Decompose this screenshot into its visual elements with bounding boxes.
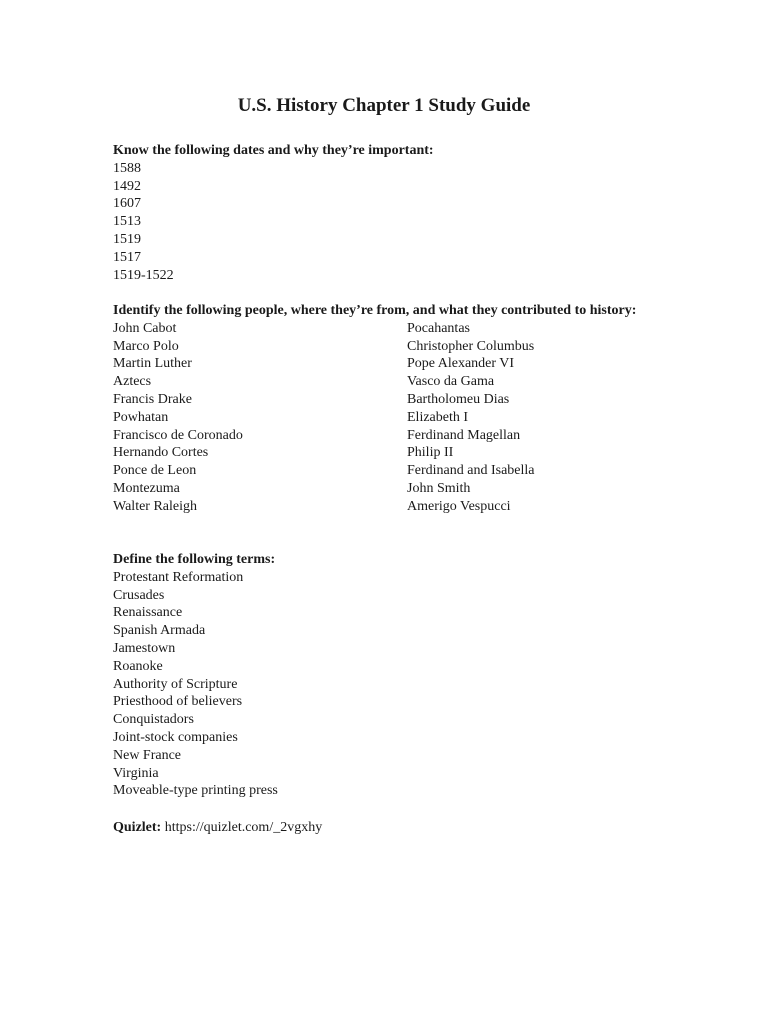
term-item: Protestant Reformation <box>113 569 244 585</box>
term-item: Authority of Scripture <box>113 676 238 692</box>
term-item: Jamestown <box>113 640 176 656</box>
terms-heading: Define the following terms: <box>113 552 276 567</box>
person-item: Pope Alexander VI <box>407 356 515 372</box>
person-item: Francisco de Coronado <box>113 427 243 443</box>
term-item: Spanish Armada <box>113 623 206 639</box>
person-item: Elizabeth I <box>407 409 469 425</box>
quizlet-label: Quizlet: <box>113 820 162 835</box>
person-item: Francis Drake <box>113 391 192 407</box>
term-item: New France <box>113 747 182 763</box>
person-item: Ferdinand and Isabella <box>407 463 535 479</box>
person-item: Pocahantas <box>407 320 470 336</box>
person-item: Hernando Cortes <box>113 445 209 461</box>
people-right-column <box>407 320 657 516</box>
date-item: 1519-1522 <box>113 267 174 283</box>
person-item: Walter Raleigh <box>113 498 198 514</box>
date-item: 1517 <box>113 249 141 265</box>
page-title: U.S. History Chapter 1 Study Guide <box>237 95 531 116</box>
person-item: Bartholomeu Dias <box>407 391 510 407</box>
date-item: 1519 <box>113 231 141 247</box>
person-item: Ferdinand Magellan <box>407 427 521 443</box>
terms-list <box>113 569 673 800</box>
term-item: Crusades <box>113 587 165 603</box>
date-item: 1607 <box>113 196 141 212</box>
person-item: Christopher Columbus <box>407 338 535 354</box>
person-item: John Cabot <box>113 320 177 336</box>
term-item: Renaissance <box>113 605 183 621</box>
person-item: Aztecs <box>113 374 152 390</box>
dates-heading: Know the following dates and why they’re important: <box>113 143 434 158</box>
person-item: Amerigo Vespucci <box>407 498 511 514</box>
people-left-column <box>113 320 407 516</box>
person-item: Martin Luther <box>113 356 192 372</box>
dates-section <box>113 142 673 284</box>
people-columns <box>113 320 673 516</box>
term-item: Moveable-type printing press <box>113 783 278 799</box>
person-item: John Smith <box>407 480 471 496</box>
person-item: Marco Polo <box>113 338 179 354</box>
person-item: Powhatan <box>113 409 169 425</box>
terms-section <box>113 551 673 800</box>
person-item: Philip II <box>407 445 454 461</box>
person-item: Montezuma <box>113 480 180 496</box>
person-item: Vasco da Gama <box>407 374 495 390</box>
date-item: 1588 <box>113 160 141 176</box>
term-item: Conquistadors <box>113 712 194 728</box>
term-item: Joint-stock companies <box>113 729 238 745</box>
term-item: Virginia <box>113 765 159 781</box>
quizlet-link[interactable]: https://quizlet.com/_2vgxhy <box>164 820 323 835</box>
people-section <box>113 302 673 516</box>
date-item: 1492 <box>113 178 141 194</box>
people-heading: Identify the following people, where they’re from, and what they contributed to history: <box>113 303 637 318</box>
person-item: Ponce de Leon <box>113 463 197 479</box>
term-item: Roanoke <box>113 658 163 674</box>
quizlet-line <box>113 819 673 837</box>
date-item: 1513 <box>113 214 141 230</box>
term-item: Priesthood of believers <box>113 694 243 710</box>
dates-list <box>113 160 673 285</box>
